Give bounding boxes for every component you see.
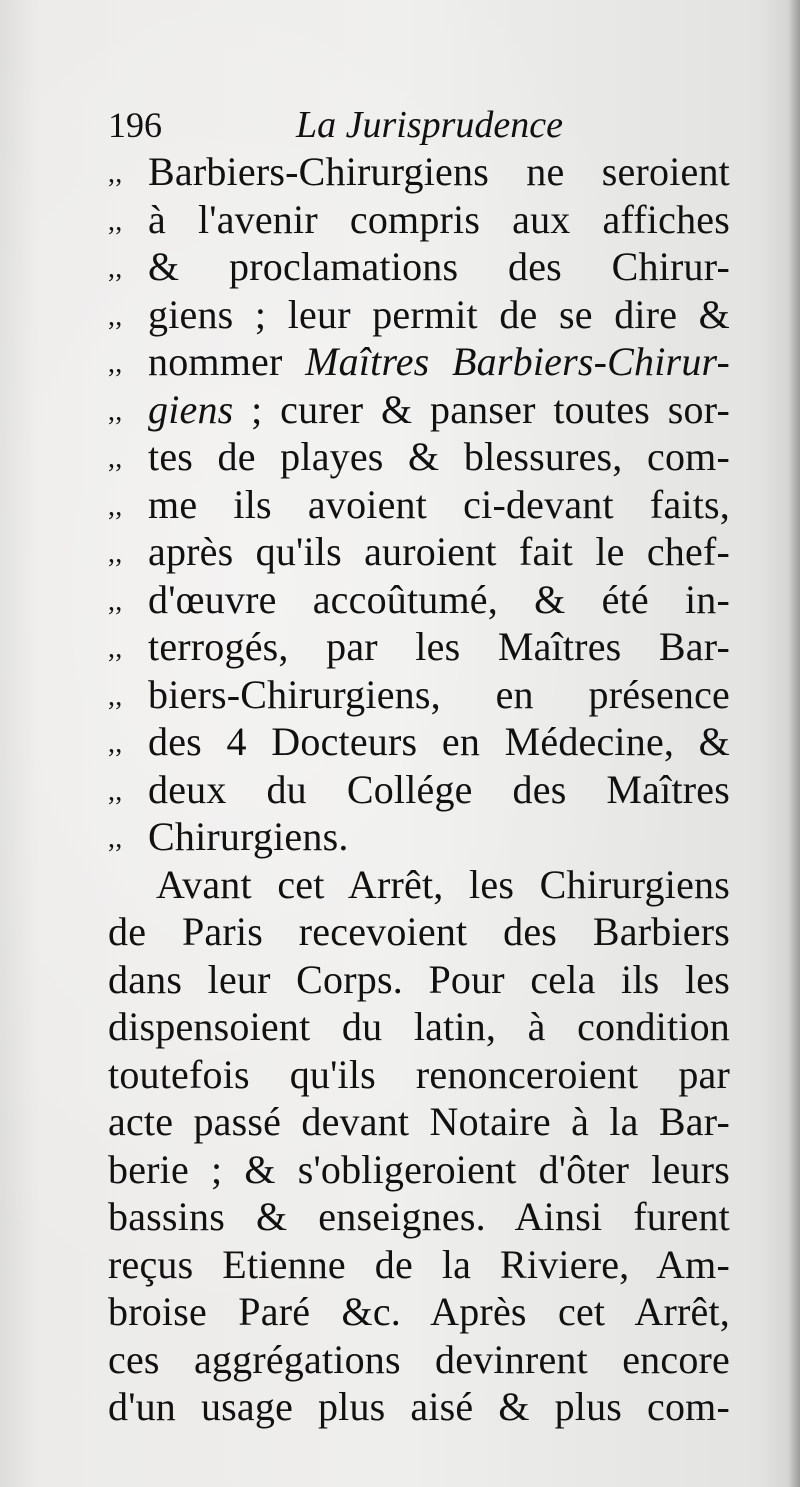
paragraph-line: d'un usage plus aisé & plus com- (108, 1384, 730, 1429)
paragraph-line: berie ; & s'obligeroient d'ôter leurs (108, 1146, 730, 1192)
quote-mark: ,, (108, 775, 123, 807)
paragraph-line: Avant cet Arrêt, les Chirurgiens (156, 861, 730, 907)
quoted-line: ,, à l'avenir compris aux affiches (108, 196, 730, 244)
quote-mark: ,, (108, 348, 123, 379)
quote-mark: ,, (108, 300, 123, 332)
quoted-line: ,, deux du Collége des Maîtres (108, 766, 730, 814)
quoted-line: ,, nommer Maîtres Barbiers-Chirur- (108, 338, 730, 386)
paragraph-line: toutefois qu'ils renonceroient par (108, 1051, 730, 1097)
quoted-line: ,, terrogés, par les Maîtres Bar- (108, 623, 730, 671)
quote-mark: ,, (108, 823, 123, 854)
paragraph (108, 861, 730, 1431)
quoted-line: ,, & proclamations des Chirur- (108, 243, 730, 291)
quoted-line: ,, des 4 Docteurs en Médecine, & (108, 718, 730, 766)
paragraph-line: de Paris recevoient des Barbiers (108, 909, 730, 954)
body-text (108, 148, 730, 1431)
quoted-passage (108, 148, 730, 861)
quoted-line: ,, giens ; leur permit de se dire & (108, 291, 730, 339)
page-header (108, 100, 608, 150)
quote-mark: ,, (108, 443, 123, 474)
quote-mark: ,, (108, 205, 123, 237)
quoted-line: ,, d'œuvre accoûtumé, & été in- (108, 576, 730, 624)
quote-mark: ,, (108, 680, 123, 712)
quote-mark: ,, (108, 395, 123, 427)
quoted-line: ,, biers-Chirurgiens, en présence (108, 671, 730, 719)
running-title: La Jurisprudence (296, 104, 564, 146)
quote-mark: ,, (108, 490, 123, 522)
quote-mark: ,, (108, 158, 123, 189)
paragraph-line: broise Paré &c. Après cet Arrêt, (108, 1289, 730, 1334)
paragraph-line: acte passé devant Notaire à la Bar- (108, 1099, 730, 1144)
quoted-line: ,, giens ; curer & panser toutes sor- (108, 386, 730, 434)
quoted-line: ,, tes de playes & blessures, com- (108, 433, 730, 481)
quote-mark: ,, (108, 633, 123, 664)
quoted-line: ,, Chirurgiens. (108, 813, 730, 861)
paragraph-line: ces aggrégations devinrent encore (108, 1336, 730, 1382)
paragraph-line: reçus Etienne de la Riviere, Am- (108, 1241, 730, 1287)
page-edge-shadow (788, 0, 800, 1487)
quote-mark: ,, (108, 253, 123, 284)
quoted-line: ,, me ils avoient ci-devant faits, (108, 481, 730, 529)
page-number: 196 (108, 105, 162, 145)
quote-mark: ,, (108, 538, 123, 569)
paragraph-line: dans leur Corps. Pour cela ils les (108, 956, 730, 1002)
quoted-line: ,, Barbiers-Chirurgiens ne seroient (108, 148, 730, 196)
quoted-line: ,, après qu'ils auroient fait le chef- (108, 528, 730, 576)
paragraph-line: bassins & enseignes. Ainsi furent (108, 1194, 730, 1239)
quote-mark: ,, (108, 585, 123, 617)
quote-mark: ,, (108, 728, 123, 759)
paragraph-line: dispensoient du latin, à condition (108, 1004, 730, 1049)
